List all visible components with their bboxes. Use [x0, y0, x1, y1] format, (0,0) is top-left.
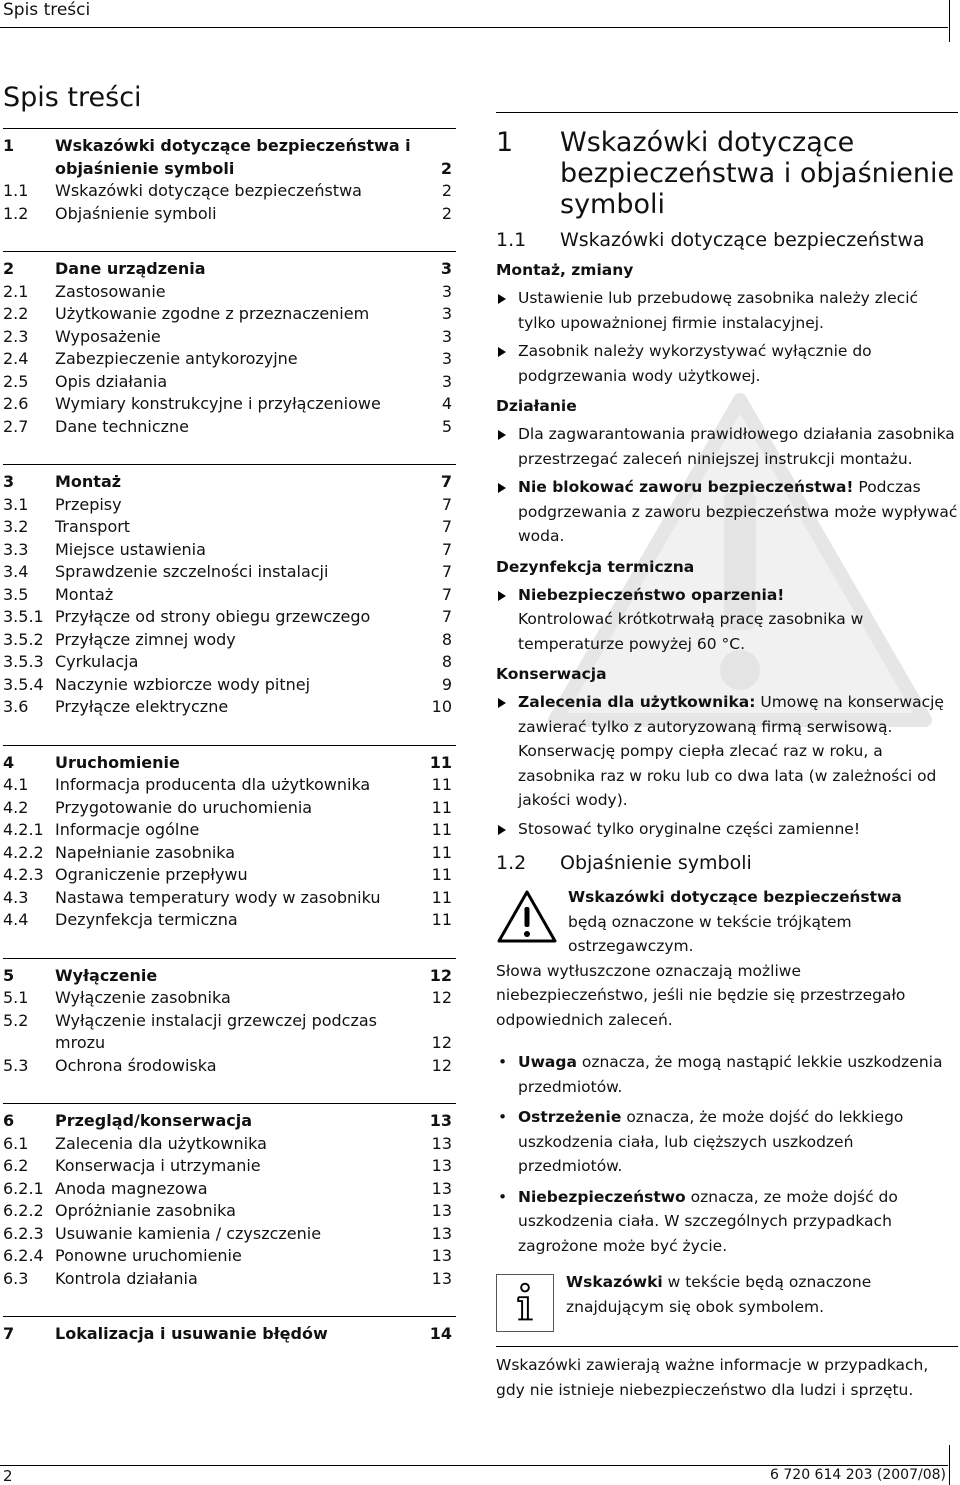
toc-entry-number: 2.1 [3, 281, 29, 301]
dzialanie-label: Działanie [496, 397, 577, 415]
toc-entry-title: Wyłączenie zasobnika [55, 988, 231, 1007]
toc-entry-number: 6 [3, 1111, 15, 1130]
bullet-text: Stosować tylko oryginalne części zamienne! [518, 819, 861, 838]
toc-entry-title: Objaśnienie symboli [55, 203, 217, 223]
bullet-bold-text: Niebezpieczeństwo oparzenia! [518, 585, 785, 604]
toc-entry[interactable] [3, 864, 456, 887]
toc-entry-title: Informacja producenta dla użytkownika [55, 775, 371, 794]
toc-entry-page: 7 [441, 539, 452, 559]
toc-entry-number: 6.3 [3, 1268, 29, 1288]
toc-entry-page: 11 [431, 775, 452, 794]
toc-section-rule [3, 958, 456, 959]
toc-entry-title: Wymiary konstrukcyjne i przyłączeniowe [55, 394, 381, 413]
toc-entry[interactable] [3, 629, 456, 652]
toc-entry-number: 4.2.3 [3, 865, 44, 884]
toc-entry[interactable] [3, 494, 456, 517]
toc-entry-page: 12 [431, 1033, 452, 1052]
bullet-text: Umowę na konserwację zawierać tylko z autoryzowaną firmą serwisową. Konserwację pompy ciepła zlecać raz w roku, a zasobnika raz w roku lub co dwa lata (w zależności od jakości wody). [518, 693, 944, 809]
header-title: Spis treści [3, 0, 91, 20]
toc-entry-title: Wyposażenie [55, 326, 161, 346]
toc-entry-number: 3 [3, 472, 15, 491]
bullet-text: Zasobnik należy wykorzystywać wyłącznie do podgrzewania wody użytkowej. [518, 342, 872, 385]
footer-side-rule [949, 1445, 950, 1485]
arrow-bullet-icon [498, 591, 506, 601]
section-title: Wskazówki dotyczące bezpieczeństwa i objaśnienie symboli [560, 127, 955, 220]
toc-entry-number: 2.7 [3, 416, 29, 436]
subsection-number: 1.2 [496, 852, 527, 874]
toc-entry[interactable] [3, 180, 456, 203]
konserwacja-label: Konserwacja [496, 665, 607, 683]
toc-entry-title: Nastawa temperatury wody w zasobniku [55, 887, 381, 907]
toc-entry[interactable] [3, 348, 456, 371]
toc-entry-number: 5 [3, 965, 15, 985]
toc-entry-page: 3 [441, 281, 452, 301]
toc-entry-title: Opis działania [55, 371, 168, 391]
bullet-text: oznacza, ze może dojść do uszkodzenia ciała. W szczególnych przypadkach zagrożone może być życie. [518, 1187, 898, 1255]
arrow-bullet-icon [498, 698, 506, 708]
bullet-bold-text: Ostrzeżenie [518, 1108, 622, 1126]
bullet-dot-icon: • [498, 1108, 508, 1126]
warning-note-rest: będą oznaczone w tekście trójkątem ostrzegawczym. [568, 912, 852, 955]
toc-entry[interactable] [3, 561, 456, 584]
header-rule [0, 27, 948, 28]
toc-entry-title: Wyłączenie [55, 965, 158, 985]
toc-entry-page: 7 [441, 607, 452, 626]
bullet-bold-text: Zalecenia dla użytkownika: [518, 693, 756, 711]
toc-entry-title: Przegląd/konserwacja [55, 1111, 253, 1130]
toc-entry-title: Napełnianie zasobnika [55, 842, 236, 862]
toc-entry-title: Przyłącze od strony obiegu grzewczego [55, 607, 371, 626]
table-of-contents [3, 128, 456, 1346]
toc-entry-title: Dane techniczne [55, 416, 190, 436]
toc-entry-number: 3.3 [3, 539, 29, 559]
info-note [496, 1270, 958, 1340]
toc-entry-page: 13 [431, 1133, 452, 1153]
toc-entry-page: 5 [441, 416, 452, 436]
toc-entry-title: Wyłączenie instalacji grzewczej podczas mrozu [55, 1010, 378, 1052]
toc-entry-title: Ograniczenie przepływu [55, 865, 248, 884]
dot-bullet-niebezpieczenstwo [496, 1185, 958, 1259]
toc-section [3, 1110, 456, 1290]
toc-section-rule [3, 464, 456, 465]
toc-entry-title: Ochrona środowiska [55, 1055, 217, 1075]
konserwacja-bullet-2 [496, 817, 958, 842]
toc-entry[interactable] [3, 1155, 456, 1178]
konserwacja-bullet-1 [496, 690, 958, 813]
bullet-bold-text: Uwaga [518, 1053, 577, 1071]
toc-entry-number: 4.2.1 [3, 820, 44, 839]
toc-entry-page: 9 [441, 674, 452, 694]
toc-section [3, 258, 456, 438]
toc-entry-number: 4.2.2 [3, 842, 44, 862]
toc-entry-number: 6.2.3 [3, 1223, 44, 1243]
toc-entry[interactable] [3, 1178, 456, 1201]
bullet-text: oznacza, że mogą nastąpić lekkie uszkodzenia przedmiotów. [518, 1053, 943, 1096]
dot-bullet-uwaga [496, 1050, 958, 1099]
toc-section-rule [3, 251, 456, 252]
toc-entry[interactable] [3, 606, 456, 629]
section-1-1-heading [496, 228, 958, 252]
toc-entry-page: 11 [429, 752, 452, 772]
subsection-number: 1.1 [496, 229, 527, 251]
toc-entry[interactable] [3, 416, 456, 439]
toc-entry-number: 4 [3, 752, 15, 772]
toc-entry-page: 13 [431, 1201, 452, 1220]
toc-entry-page: 12 [431, 988, 452, 1007]
bullet-dot-icon: • [498, 1053, 508, 1071]
toc-entry[interactable] [3, 1200, 456, 1223]
toc-entry-number: 3.6 [3, 697, 29, 716]
dot-bullet-ostrzezenie [496, 1105, 958, 1179]
subsection-title: Objaśnienie symboli [560, 852, 752, 874]
toc-entry-title: Ponowne uruchomienie [55, 1246, 242, 1265]
toc-entry-page: 7 [440, 472, 452, 491]
toc-entry-page: 8 [441, 629, 452, 649]
toc-section [3, 965, 456, 1078]
dezynfekcja-label: Dezynfekcja termiczna [496, 557, 695, 576]
toc-entry-page: 3 [440, 259, 452, 278]
toc-entry-number: 6.1 [3, 1133, 29, 1153]
toc-entry-number: 6.2 [3, 1156, 29, 1175]
right-column [496, 112, 958, 1402]
dzialanie-bullet-2 [496, 475, 958, 549]
toc-entry-title: Przyłącze zimnej wody [55, 629, 236, 649]
info-note-rest: w tekście będą oznaczone znajdującym się obok symbolem. [566, 1273, 872, 1316]
toc-entry[interactable] [3, 1110, 456, 1133]
toc-entry-number: 6.2.2 [3, 1201, 44, 1220]
toc-entry[interactable] [3, 965, 456, 988]
toc-entry-title: Miejsce ustawienia [55, 539, 206, 559]
toc-entry-title: Informacje ogólne [55, 820, 200, 839]
montaz-bullet-1 [496, 286, 958, 335]
warning-triangle-icon [496, 889, 558, 945]
footer-doc-number: 6 720 614 203 (2007/08) [770, 1467, 946, 1483]
paragraph-info: Wskazówki zawierają ważne informacje w przypadkach, gdy nie istnieje niebezpieczeństwo dla ludzi i sprzętu. [496, 1356, 929, 1399]
toc-entry-number: 6.2.4 [3, 1246, 44, 1265]
toc-entry[interactable] [3, 1268, 456, 1291]
toc-section [3, 1323, 456, 1346]
toc-entry-title: Kontrola działania [55, 1268, 198, 1288]
toc-entry-page: 3 [441, 326, 452, 346]
toc-entry-page: 7 [441, 584, 452, 604]
toc-entry-page: 13 [431, 1178, 452, 1198]
bullet-bold-text: Nie blokować zaworu bezpieczeństwa! [518, 478, 854, 496]
toc-entry-page: 11 [431, 820, 452, 839]
toc-entry-title: Przepisy [55, 494, 122, 514]
toc-entry-number: 2.3 [3, 326, 29, 346]
toc-entry[interactable] [3, 516, 456, 539]
page-title: Spis treści [3, 82, 142, 113]
toc-section-rule [3, 128, 456, 129]
warning-note [496, 885, 958, 959]
toc-section [3, 135, 456, 225]
footer-rule [0, 1465, 948, 1466]
toc-entry-number: 3.4 [3, 562, 29, 581]
toc-entry-page: 7 [441, 494, 452, 514]
toc-entry-page: 3 [441, 349, 452, 368]
paragraph-bold-words: Słowa wytłuszczone oznaczają możliwe niebezpieczeństwo, jeśli nie będzie się przestrzegało odpowiednich zaleceń. [496, 961, 906, 1029]
toc-entry[interactable] [3, 1133, 456, 1156]
section-rule [496, 112, 958, 113]
toc-entry-number: 3.5.4 [3, 674, 44, 694]
warning-note-bold: Wskazówki dotyczące bezpieczeństwa [568, 888, 902, 906]
toc-entry[interactable] [3, 651, 456, 674]
arrow-bullet-icon [498, 825, 506, 835]
toc-entry-title: Naczynie wzbiorcze wody pitnej [55, 674, 311, 694]
bullet-dot-icon: • [498, 1187, 508, 1206]
toc-entry[interactable] [3, 1245, 456, 1268]
toc-entry-title: Opróżnianie zasobnika [55, 1201, 236, 1220]
toc-entry-title: Cyrkulacja [55, 652, 139, 671]
toc-entry[interactable] [3, 326, 456, 349]
toc-entry[interactable] [3, 1010, 456, 1055]
toc-entry-number: 5.3 [3, 1055, 29, 1075]
toc-entry-number: 1 [3, 136, 15, 155]
toc-entry-page: 13 [431, 1246, 452, 1265]
toc-entry-number: 3.5.2 [3, 629, 44, 649]
info-note-text [566, 1270, 958, 1319]
toc-entry-number: 3.1 [3, 494, 29, 514]
toc-entry[interactable] [3, 674, 456, 697]
toc-entry-number: 4.4 [3, 910, 29, 929]
toc-entry-title: Wskazówki dotyczące bezpieczeństwa [55, 181, 362, 200]
arrow-bullet-icon [498, 294, 506, 304]
toc-entry[interactable] [3, 258, 456, 281]
dezynfekcja-bullet-1 [496, 583, 958, 657]
toc-entry-page: 14 [429, 1324, 452, 1343]
toc-entry-number: 4.1 [3, 775, 29, 794]
toc-entry-number: 3.5 [3, 584, 29, 604]
header-side-rule [949, 0, 950, 42]
toc-entry-title: Użytkowanie zgodne z przeznaczeniem [55, 304, 370, 323]
toc-entry[interactable] [3, 842, 456, 865]
toc-entry-page: 3 [441, 371, 452, 391]
toc-entry-number: 7 [3, 1324, 15, 1343]
toc-entry[interactable] [3, 1055, 456, 1078]
section-rule [496, 1346, 958, 1347]
toc-entry-title: Zastosowanie [55, 281, 166, 301]
toc-entry-number: 4.2 [3, 797, 29, 817]
toc-entry-title: Uruchomienie [55, 752, 180, 772]
bullet-bold-text: Niebezpieczeństwo [518, 1187, 686, 1206]
toc-section-rule [3, 745, 456, 746]
toc-entry-page: 2 [441, 203, 452, 223]
toc-entry-page: 13 [431, 1156, 452, 1175]
montaz-label: Montaż, zmiany [496, 261, 634, 279]
toc-entry-page: 13 [429, 1111, 452, 1130]
toc-entry-number: 2.2 [3, 304, 29, 323]
toc-entry[interactable] [3, 797, 456, 820]
toc-entry-page: 7 [441, 562, 452, 581]
toc-entry-title: Wskazówki dotyczące bezpieczeństwa i objaśnienie symboli [55, 136, 411, 178]
bullet-text: oznacza, że może dojść do lekkiego uszkodzenia ciała, lub cięższych uszkodzeń przedmiotów. [518, 1108, 904, 1175]
toc-entry-number: 2.6 [3, 394, 29, 413]
toc-entry-page: 13 [431, 1223, 452, 1243]
toc-entry-number: 3.2 [3, 517, 29, 536]
toc-section-rule [3, 1316, 456, 1317]
toc-entry-page: 12 [429, 965, 452, 985]
toc-entry-title: Dezynfekcja termiczna [55, 910, 238, 929]
toc-entry[interactable] [3, 281, 456, 304]
toc-entry-number: 1.1 [3, 181, 29, 200]
toc-entry-page: 4 [441, 394, 452, 413]
toc-entry-number: 3.5.1 [3, 607, 44, 626]
info-i-icon [496, 1274, 554, 1332]
toc-entry-page: 10 [431, 697, 452, 716]
warning-note-text [568, 885, 958, 959]
toc-entry[interactable] [3, 987, 456, 1010]
toc-entry-number: 6.2.1 [3, 1178, 44, 1198]
toc-entry-number: 2.4 [3, 349, 29, 368]
toc-entry-page: 2 [440, 158, 452, 178]
dzialanie-bullet-1 [496, 422, 958, 471]
toc-entry[interactable] [3, 303, 456, 326]
arrow-bullet-icon [498, 430, 506, 440]
toc-entry-title: Anoda magnezowa [55, 1178, 208, 1198]
section-number: 1 [496, 127, 514, 158]
toc-entry-number: 5.2 [3, 1010, 29, 1030]
toc-entry-page: 11 [431, 910, 452, 929]
toc-entry-page: 13 [431, 1268, 452, 1288]
toc-entry-page: 11 [431, 865, 452, 884]
toc-entry[interactable] [3, 1323, 456, 1346]
toc-entry-title: Transport [55, 517, 131, 536]
section-1-heading [496, 127, 958, 220]
toc-entry[interactable] [3, 203, 456, 226]
toc-entry-title: Usuwanie kamienia / czyszczenie [55, 1223, 322, 1243]
bullet-text: Ustawienie lub przebudowę zasobnika należy zlecić tylko upoważnionej firmie instalacyjnej. [518, 289, 919, 332]
toc-entry[interactable] [3, 752, 456, 775]
toc-entry[interactable] [3, 371, 456, 394]
toc-entry-title: Zabezpieczenie antykorozyjne [55, 349, 298, 368]
bullet-text: Dla zagwarantowania prawidłowego działania zasobnika przestrzegać zaleceń niniejszej instrukcji montażu. [518, 425, 955, 468]
toc-entry[interactable] [3, 135, 456, 180]
toc-entry-number: 5.1 [3, 988, 29, 1007]
toc-entry[interactable] [3, 584, 456, 607]
toc-section-rule [3, 1103, 456, 1104]
bullet-text: Kontrolować krótkotrwałą pracę zasobnika w temperaturze powyżej 60 °C. [518, 610, 864, 653]
toc-entry-number: 2 [3, 259, 15, 278]
toc-entry[interactable] [3, 539, 456, 562]
toc-entry[interactable] [3, 1223, 456, 1246]
toc-entry-title: Montaż [55, 584, 114, 604]
toc-entry[interactable] [3, 696, 456, 719]
toc-entry-number: 3.5.3 [3, 652, 44, 671]
toc-entry-number: 4.3 [3, 887, 29, 907]
toc-section [3, 471, 456, 719]
toc-entry-page: 7 [441, 517, 452, 536]
toc-entry-page: 11 [431, 797, 452, 817]
toc-entry-title: Montaż [55, 472, 122, 491]
toc-entry-page: 12 [431, 1055, 452, 1075]
arrow-bullet-icon [498, 483, 506, 493]
toc-entry[interactable] [3, 887, 456, 910]
toc-entry-number: 2.5 [3, 371, 29, 391]
toc-entry[interactable] [3, 774, 456, 797]
toc-entry-title: Konserwacja i utrzymanie [55, 1156, 261, 1175]
toc-entry-page: 11 [431, 887, 452, 907]
subsection-title: Wskazówki dotyczące bezpieczeństwa [560, 229, 925, 251]
bullet-text: Podczas podgrzewania z zaworu bezpieczeństwa może wypływać woda. [518, 478, 958, 545]
toc-entry[interactable] [3, 471, 456, 494]
toc-entry-page: 3 [441, 304, 452, 323]
arrow-bullet-icon [498, 347, 506, 357]
toc-entry[interactable] [3, 909, 456, 932]
toc-entry-title: Przyłącze elektryczne [55, 697, 229, 716]
toc-entry-title: Sprawdzenie szczelności instalacji [55, 562, 329, 581]
toc-entry-page: 8 [441, 652, 452, 671]
toc-entry-title: Przygotowanie do uruchomienia [55, 797, 313, 817]
toc-entry-title: Zalecenia dla użytkownika [55, 1133, 267, 1153]
montaz-bullet-2 [496, 339, 958, 388]
toc-entry-page: 2 [441, 181, 452, 200]
toc-entry-title: Dane urządzenia [55, 259, 206, 278]
toc-entry-title: Lokalizacja i usuwanie błędów [55, 1324, 328, 1343]
toc-entry-number: 1.2 [3, 203, 29, 223]
toc-entry[interactable] [3, 393, 456, 416]
toc-section [3, 752, 456, 932]
toc-entry-page: 11 [431, 842, 452, 862]
section-1-2-heading [496, 851, 958, 875]
info-note-bold: Wskazówki [566, 1273, 663, 1291]
toc-entry[interactable] [3, 819, 456, 842]
footer-page-number: 2 [3, 1467, 13, 1485]
